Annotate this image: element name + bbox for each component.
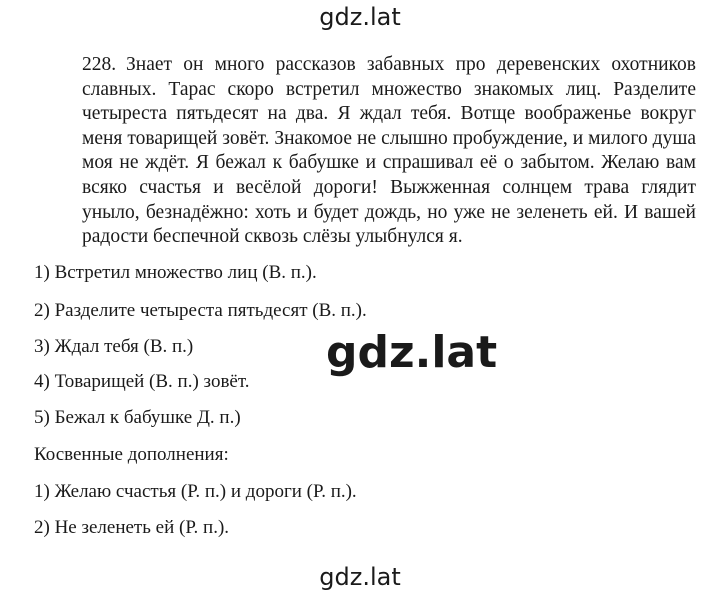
indirect-item-1: 1) Желаю счастья (Р. п.) и дороги (Р. п.).	[34, 481, 357, 502]
answer-item-3: 3) Ждал тебя (В. п.)	[34, 336, 194, 357]
exercise-number: 228.	[82, 54, 117, 75]
exercise-text: Знает он много рассказов забавных про деревенских охотников славных. Тарас скоро встретил множество знакомых лиц. Разделите четыреста пятьдесят на два. Я ждал тебя. Вотще воображенье вокруг меня товарищей зовёт. Знакомое не слышно пробуждение, и милого душа моя не ждёт. Я бежал к бабушке и спрашивал её о забытом. Желаю вам всяко счастья и весёлой дороги! Выжженная солнцем трава глядит уныло, безнадёжно: хоть и будет дождь, но уже не зеленеть ей. И вашей радости беспечной сквозь слёзы улыбнулся я.	[82, 54, 696, 248]
exercise-paragraph	[82, 53, 696, 250]
watermark-middle: gdz.lat	[326, 327, 498, 378]
watermark-top: gdz.lat	[319, 3, 401, 31]
answer-item-2: 2) Разделите четыреста пятьдесят (В. п.).	[34, 300, 367, 321]
watermark-bottom: gdz.lat	[319, 563, 401, 591]
indirect-item-2: 2) Не зеленеть ей (Р. п.).	[34, 517, 230, 538]
answer-item-1: 1) Встретил множество лиц (В. п.).	[34, 262, 317, 283]
indirect-objects-heading: Косвенные дополнения:	[34, 444, 229, 465]
answer-item-5: 5) Бежал к бабушке Д. п.)	[34, 407, 241, 428]
answer-item-4: 4) Товарищей (В. п.) зовёт.	[34, 371, 250, 392]
